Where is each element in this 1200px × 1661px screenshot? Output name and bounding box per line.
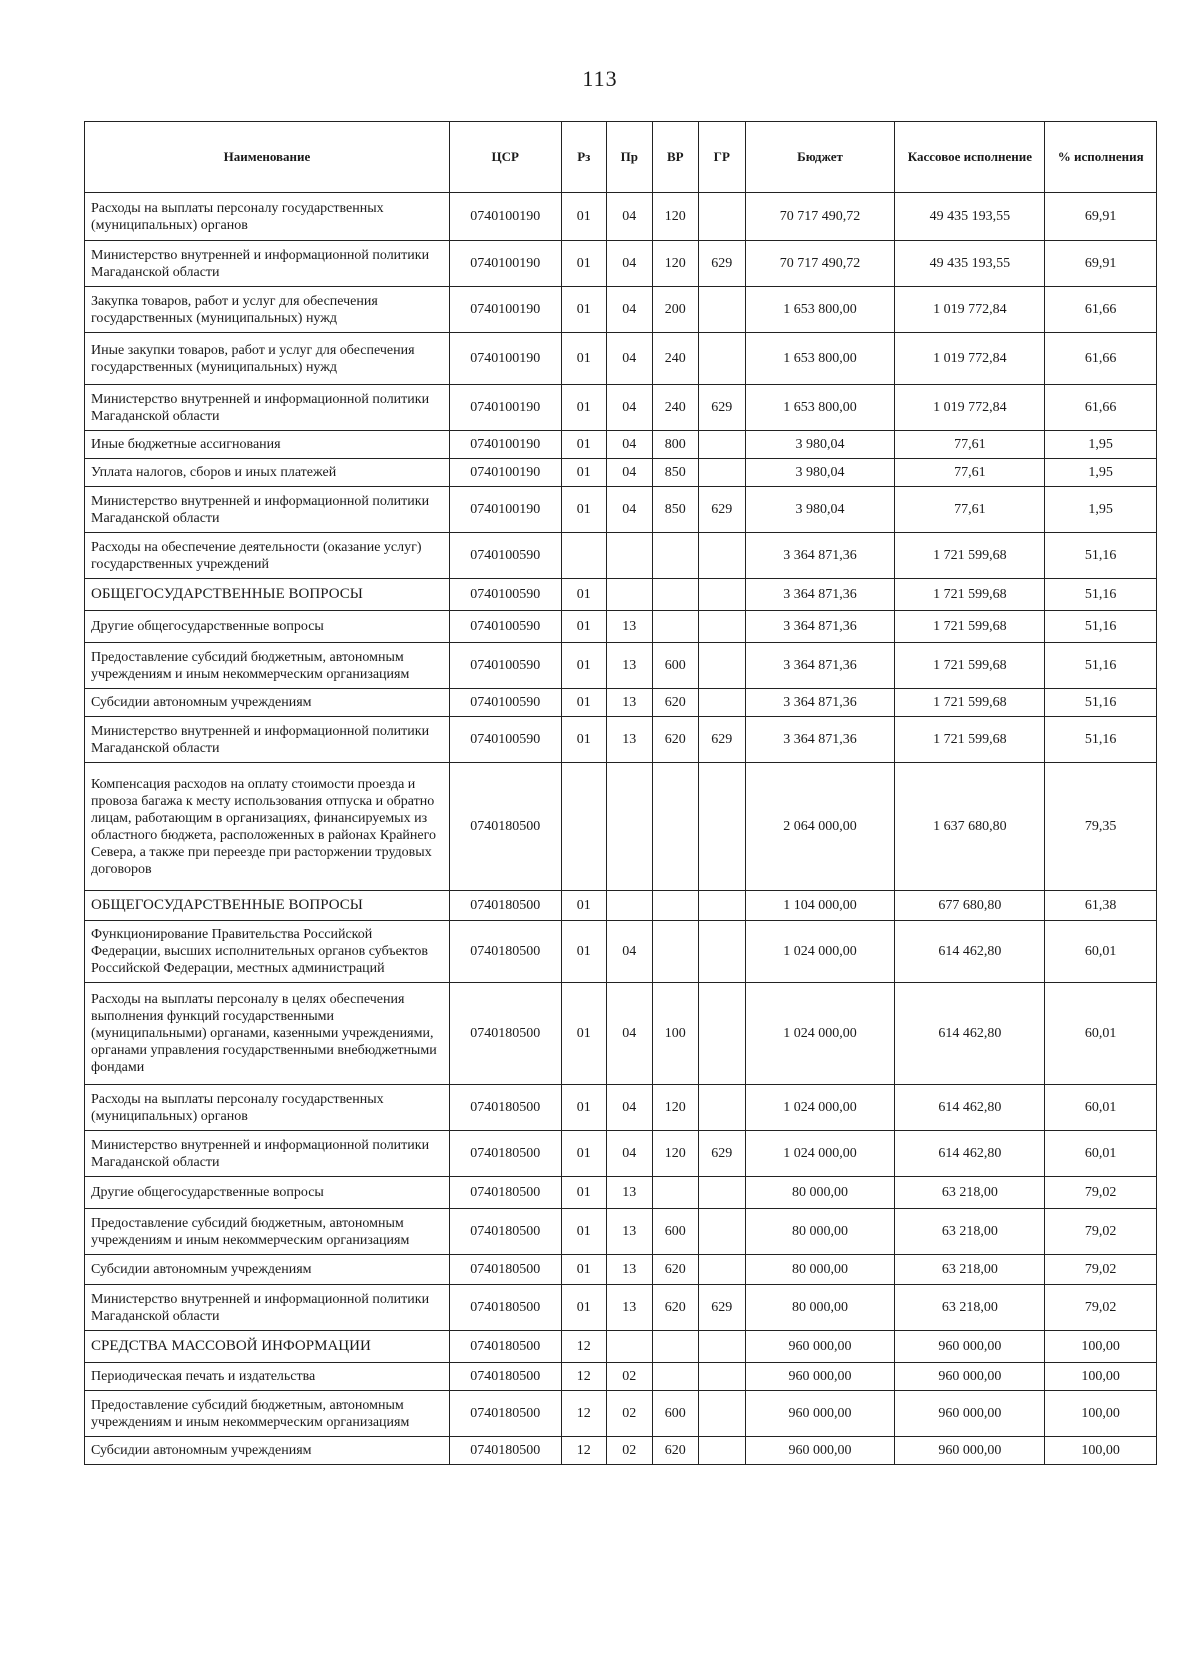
cell-pct: 61,66 <box>1045 333 1157 385</box>
cell-csr: 0740100590 <box>449 579 561 611</box>
header-csr: ЦСР <box>449 122 561 193</box>
cell-vr <box>652 1363 699 1391</box>
table-row <box>85 891 1157 921</box>
cell-pct: 61,66 <box>1045 385 1157 431</box>
cell-gr <box>699 1209 746 1255</box>
cell-name: Предоставление субсидий бюджетным, автономным учреждениям и иным некоммерческим организациям <box>85 1209 450 1255</box>
cell-cash: 63 218,00 <box>895 1255 1045 1285</box>
cell-vr: 120 <box>652 241 699 287</box>
cell-pct: 69,91 <box>1045 241 1157 287</box>
table-row <box>85 431 1157 459</box>
cell-csr: 0740100190 <box>449 193 561 241</box>
cell-gr: 629 <box>699 1131 746 1177</box>
cell-vr: 600 <box>652 1209 699 1255</box>
cell-gr <box>699 983 746 1085</box>
cell-gr <box>699 431 746 459</box>
cell-budget: 1 104 000,00 <box>745 891 895 921</box>
cell-rz: 01 <box>561 983 606 1085</box>
page-number: 113 <box>582 66 618 91</box>
cell-pct: 61,66 <box>1045 287 1157 333</box>
cell-gr <box>699 287 746 333</box>
cell-budget: 1 653 800,00 <box>745 287 895 333</box>
cell-budget: 2 064 000,00 <box>745 763 895 891</box>
cell-gr: 629 <box>699 1285 746 1331</box>
cell-name: Субсидии автономным учреждениям <box>85 1437 450 1465</box>
cell-cash: 1 637 680,80 <box>895 763 1045 891</box>
cell-name: Компенсация расходов на оплату стоимости проезда и провоза багажа к месту использования отпуска и обратно лицам, работающим в организациях, финансируемых из областного бюджета, расположенных в районах Крайнего Севера, а также при переезде при расторжении трудовых договоров <box>85 763 450 891</box>
cell-pr: 04 <box>607 459 652 487</box>
cell-csr: 0740100190 <box>449 241 561 287</box>
cell-vr: 800 <box>652 431 699 459</box>
cell-budget: 960 000,00 <box>745 1391 895 1437</box>
cell-csr: 0740180500 <box>449 1085 561 1131</box>
cell-pr: 04 <box>607 333 652 385</box>
cell-cash: 63 218,00 <box>895 1209 1045 1255</box>
cell-cash: 960 000,00 <box>895 1363 1045 1391</box>
cell-gr <box>699 763 746 891</box>
cell-vr: 620 <box>652 1437 699 1465</box>
cell-csr: 0740180500 <box>449 1391 561 1437</box>
cell-name: Министерство внутренней и информационной политики Магаданской области <box>85 717 450 763</box>
table-header-row <box>85 122 1157 193</box>
cell-name: Уплата налогов, сборов и иных платежей <box>85 459 450 487</box>
cell-pr: 13 <box>607 717 652 763</box>
cell-vr: 120 <box>652 1085 699 1131</box>
cell-name: Закупка товаров, работ и услуг для обеспечения государственных (муниципальных) нужд <box>85 287 450 333</box>
cell-budget: 80 000,00 <box>745 1285 895 1331</box>
cell-rz: 01 <box>561 487 606 533</box>
cell-rz: 01 <box>561 241 606 287</box>
table-row <box>85 1285 1157 1331</box>
cell-rz: 01 <box>561 689 606 717</box>
cell-pr: 13 <box>607 1285 652 1331</box>
cell-name: Периодическая печать и издательства <box>85 1363 450 1391</box>
cell-vr <box>652 579 699 611</box>
cell-rz: 01 <box>561 921 606 983</box>
cell-budget: 80 000,00 <box>745 1255 895 1285</box>
cell-pct: 1,95 <box>1045 487 1157 533</box>
cell-gr <box>699 1085 746 1131</box>
header-pr: Пр <box>607 122 652 193</box>
cell-rz: 12 <box>561 1391 606 1437</box>
cell-csr: 0740180500 <box>449 1209 561 1255</box>
cell-pr: 04 <box>607 193 652 241</box>
cell-cash: 960 000,00 <box>895 1437 1045 1465</box>
cell-pct: 51,16 <box>1045 579 1157 611</box>
table-row <box>85 1363 1157 1391</box>
cell-rz: 01 <box>561 1131 606 1177</box>
cell-pct: 60,01 <box>1045 1131 1157 1177</box>
cell-gr <box>699 1363 746 1391</box>
cell-vr: 600 <box>652 643 699 689</box>
table-row <box>85 459 1157 487</box>
cell-budget: 3 364 871,36 <box>745 579 895 611</box>
cell-budget: 3 364 871,36 <box>745 611 895 643</box>
cell-rz: 01 <box>561 1085 606 1131</box>
cell-csr: 0740180500 <box>449 1255 561 1285</box>
cell-pct: 79,02 <box>1045 1209 1157 1255</box>
cell-gr <box>699 1437 746 1465</box>
table-row <box>85 579 1157 611</box>
cell-pct: 79,02 <box>1045 1177 1157 1209</box>
cell-rz: 01 <box>561 579 606 611</box>
table-row <box>85 1209 1157 1255</box>
cell-name: Расходы на выплаты персоналу государственных (муниципальных) органов <box>85 1085 450 1131</box>
cell-gr <box>699 891 746 921</box>
cell-cash: 1 019 772,84 <box>895 385 1045 431</box>
cell-name: Иные закупки товаров, работ и услуг для обеспечения государственных (муниципальных) нужд <box>85 333 450 385</box>
cell-pct: 51,16 <box>1045 689 1157 717</box>
cell-rz: 01 <box>561 1209 606 1255</box>
cell-cash: 614 462,80 <box>895 983 1045 1085</box>
cell-pr: 02 <box>607 1363 652 1391</box>
table-row <box>85 983 1157 1085</box>
cell-pr: 13 <box>607 643 652 689</box>
cell-pct: 100,00 <box>1045 1331 1157 1363</box>
header-gr: ГР <box>699 122 746 193</box>
cell-budget: 1 653 800,00 <box>745 385 895 431</box>
cell-rz: 01 <box>561 431 606 459</box>
cell-cash: 960 000,00 <box>895 1331 1045 1363</box>
cell-vr: 240 <box>652 333 699 385</box>
cell-pct: 100,00 <box>1045 1391 1157 1437</box>
cell-name: ОБЩЕГОСУДАРСТВЕННЫЕ ВОПРОСЫ <box>85 579 450 611</box>
cell-gr <box>699 643 746 689</box>
header-rz: Рз <box>561 122 606 193</box>
cell-budget: 3 364 871,36 <box>745 717 895 763</box>
cell-cash: 614 462,80 <box>895 921 1045 983</box>
cell-vr: 620 <box>652 1255 699 1285</box>
cell-pr: 13 <box>607 611 652 643</box>
cell-csr: 0740180500 <box>449 763 561 891</box>
cell-gr <box>699 611 746 643</box>
table-row <box>85 533 1157 579</box>
cell-pct: 100,00 <box>1045 1437 1157 1465</box>
table-row <box>85 1131 1157 1177</box>
cell-vr <box>652 611 699 643</box>
cell-cash: 614 462,80 <box>895 1085 1045 1131</box>
cell-vr <box>652 1177 699 1209</box>
cell-pr: 04 <box>607 385 652 431</box>
cell-rz: 01 <box>561 193 606 241</box>
cell-gr <box>699 1255 746 1285</box>
cell-name: Министерство внутренней и информационной политики Магаданской области <box>85 241 450 287</box>
cell-csr: 0740100590 <box>449 689 561 717</box>
header-cash: Кассовое исполнение <box>895 122 1045 193</box>
cell-vr <box>652 763 699 891</box>
cell-rz: 01 <box>561 1177 606 1209</box>
cell-csr: 0740100590 <box>449 611 561 643</box>
cell-rz <box>561 533 606 579</box>
cell-budget: 960 000,00 <box>745 1331 895 1363</box>
cell-budget: 70 717 490,72 <box>745 193 895 241</box>
header-budget: Бюджет <box>745 122 895 193</box>
cell-pr: 04 <box>607 287 652 333</box>
cell-gr <box>699 921 746 983</box>
cell-gr <box>699 689 746 717</box>
cell-csr: 0740100590 <box>449 717 561 763</box>
table-row <box>85 717 1157 763</box>
cell-name: Другие общегосударственные вопросы <box>85 1177 450 1209</box>
cell-rz: 01 <box>561 385 606 431</box>
cell-pct: 1,95 <box>1045 431 1157 459</box>
table-row <box>85 611 1157 643</box>
cell-csr: 0740180500 <box>449 1331 561 1363</box>
cell-name: СРЕДСТВА МАССОВОЙ ИНФОРМАЦИИ <box>85 1331 450 1363</box>
cell-cash: 1 721 599,68 <box>895 533 1045 579</box>
cell-gr <box>699 533 746 579</box>
cell-pct: 51,16 <box>1045 717 1157 763</box>
cell-cash: 960 000,00 <box>895 1391 1045 1437</box>
cell-rz: 01 <box>561 717 606 763</box>
cell-pr: 13 <box>607 1209 652 1255</box>
header-vr: ВР <box>652 122 699 193</box>
cell-gr: 629 <box>699 717 746 763</box>
table-row <box>85 643 1157 689</box>
table-row <box>85 1331 1157 1363</box>
cell-vr: 240 <box>652 385 699 431</box>
cell-cash: 1 721 599,68 <box>895 611 1045 643</box>
cell-pr: 04 <box>607 431 652 459</box>
cell-name: Министерство внутренней и информационной политики Магаданской области <box>85 487 450 533</box>
cell-gr: 629 <box>699 241 746 287</box>
table-row <box>85 333 1157 385</box>
cell-budget: 80 000,00 <box>745 1209 895 1255</box>
cell-budget: 3 980,04 <box>745 459 895 487</box>
cell-budget: 1 024 000,00 <box>745 1085 895 1131</box>
cell-budget: 70 717 490,72 <box>745 241 895 287</box>
cell-pct: 1,95 <box>1045 459 1157 487</box>
cell-cash: 614 462,80 <box>895 1131 1045 1177</box>
cell-pct: 60,01 <box>1045 921 1157 983</box>
cell-pr <box>607 891 652 921</box>
cell-cash: 1 721 599,68 <box>895 643 1045 689</box>
cell-csr: 0740100590 <box>449 533 561 579</box>
cell-name: Министерство внутренней и информационной политики Магаданской области <box>85 1285 450 1331</box>
table-row <box>85 1177 1157 1209</box>
cell-name: Расходы на выплаты персоналу государственных (муниципальных) органов <box>85 193 450 241</box>
table-row <box>85 921 1157 983</box>
cell-pct: 61,38 <box>1045 891 1157 921</box>
cell-budget: 3 364 871,36 <box>745 643 895 689</box>
cell-csr: 0740180500 <box>449 1437 561 1465</box>
header-pct: % исполнения <box>1045 122 1157 193</box>
cell-cash: 1 721 599,68 <box>895 689 1045 717</box>
table-row <box>85 1391 1157 1437</box>
cell-cash: 77,61 <box>895 431 1045 459</box>
cell-pr: 04 <box>607 983 652 1085</box>
cell-csr: 0740100590 <box>449 643 561 689</box>
cell-csr: 0740100190 <box>449 287 561 333</box>
cell-pct: 51,16 <box>1045 611 1157 643</box>
cell-name: Предоставление субсидий бюджетным, автономным учреждениям и иным некоммерческим организациям <box>85 1391 450 1437</box>
cell-budget: 1 653 800,00 <box>745 333 895 385</box>
cell-pr: 04 <box>607 241 652 287</box>
cell-budget: 3 364 871,36 <box>745 689 895 717</box>
cell-pr: 04 <box>607 1131 652 1177</box>
cell-name: Расходы на обеспечение деятельности (оказание услуг) государственных учреждений <box>85 533 450 579</box>
cell-pct: 51,16 <box>1045 643 1157 689</box>
table-row <box>85 487 1157 533</box>
cell-pr <box>607 579 652 611</box>
cell-vr <box>652 1331 699 1363</box>
cell-rz: 12 <box>561 1437 606 1465</box>
cell-rz: 01 <box>561 891 606 921</box>
cell-name: Предоставление субсидий бюджетным, автономным учреждениям и иным некоммерческим организациям <box>85 643 450 689</box>
cell-vr: 200 <box>652 287 699 333</box>
table-row <box>85 241 1157 287</box>
cell-name: ОБЩЕГОСУДАРСТВЕННЫЕ ВОПРОСЫ <box>85 891 450 921</box>
cell-rz: 01 <box>561 1255 606 1285</box>
header-name: Наименование <box>85 122 450 193</box>
cell-csr: 0740180500 <box>449 1131 561 1177</box>
cell-csr: 0740100190 <box>449 459 561 487</box>
cell-budget: 3 980,04 <box>745 431 895 459</box>
cell-cash: 1 019 772,84 <box>895 287 1045 333</box>
cell-vr: 120 <box>652 1131 699 1177</box>
cell-vr <box>652 921 699 983</box>
cell-csr: 0740100190 <box>449 487 561 533</box>
table-row <box>85 1437 1157 1465</box>
cell-name: Министерство внутренней и информационной политики Магаданской области <box>85 385 450 431</box>
cell-rz: 12 <box>561 1363 606 1391</box>
cell-name: Функционирование Правительства Российской Федерации, высших исполнительных органов субъектов Российской Федерации, местных администраций <box>85 921 450 983</box>
cell-pct: 69,91 <box>1045 193 1157 241</box>
cell-rz: 01 <box>561 611 606 643</box>
cell-pr <box>607 763 652 891</box>
cell-vr: 120 <box>652 193 699 241</box>
cell-rz: 01 <box>561 1285 606 1331</box>
cell-pr: 13 <box>607 689 652 717</box>
cell-name: Иные бюджетные ассигнования <box>85 431 450 459</box>
cell-gr <box>699 579 746 611</box>
cell-vr <box>652 891 699 921</box>
cell-csr: 0740180500 <box>449 1363 561 1391</box>
cell-pr: 13 <box>607 1255 652 1285</box>
cell-vr: 850 <box>652 487 699 533</box>
cell-rz: 01 <box>561 643 606 689</box>
cell-vr: 100 <box>652 983 699 1085</box>
cell-pr: 04 <box>607 921 652 983</box>
cell-cash: 49 435 193,55 <box>895 193 1045 241</box>
cell-csr: 0740180500 <box>449 891 561 921</box>
cell-vr: 620 <box>652 689 699 717</box>
cell-csr: 0740100190 <box>449 431 561 459</box>
table-row <box>85 763 1157 891</box>
cell-pr: 02 <box>607 1437 652 1465</box>
cell-csr: 0740100190 <box>449 385 561 431</box>
cell-csr: 0740180500 <box>449 983 561 1085</box>
cell-vr: 620 <box>652 717 699 763</box>
cell-csr: 0740180500 <box>449 921 561 983</box>
table-row <box>85 287 1157 333</box>
cell-name: Расходы на выплаты персоналу в целях обеспечения выполнения функций государственными (муниципальными) органами, казенными учреждениями, органами управления государственными внебюджетными фондами <box>85 983 450 1085</box>
cell-pr: 04 <box>607 487 652 533</box>
cell-name: Субсидии автономным учреждениям <box>85 1255 450 1285</box>
cell-gr <box>699 193 746 241</box>
cell-vr: 850 <box>652 459 699 487</box>
cell-cash: 77,61 <box>895 487 1045 533</box>
cell-budget: 3 980,04 <box>745 487 895 533</box>
cell-gr: 629 <box>699 487 746 533</box>
cell-vr <box>652 533 699 579</box>
cell-pct: 79,35 <box>1045 763 1157 891</box>
cell-budget: 960 000,00 <box>745 1437 895 1465</box>
cell-name: Субсидии автономным учреждениям <box>85 689 450 717</box>
cell-gr <box>699 1177 746 1209</box>
cell-csr: 0740180500 <box>449 1285 561 1331</box>
cell-rz: 12 <box>561 1331 606 1363</box>
cell-cash: 1 721 599,68 <box>895 579 1045 611</box>
cell-gr: 629 <box>699 385 746 431</box>
cell-gr <box>699 333 746 385</box>
cell-cash: 677 680,80 <box>895 891 1045 921</box>
cell-budget: 1 024 000,00 <box>745 983 895 1085</box>
cell-pct: 79,02 <box>1045 1285 1157 1331</box>
cell-pr: 02 <box>607 1391 652 1437</box>
cell-budget: 1 024 000,00 <box>745 1131 895 1177</box>
table-row <box>85 385 1157 431</box>
cell-cash: 1 721 599,68 <box>895 717 1045 763</box>
cell-vr: 620 <box>652 1285 699 1331</box>
cell-pr: 13 <box>607 1177 652 1209</box>
cell-name: Министерство внутренней и информационной политики Магаданской области <box>85 1131 450 1177</box>
cell-cash: 63 218,00 <box>895 1285 1045 1331</box>
table-row <box>85 1255 1157 1285</box>
cell-pr <box>607 533 652 579</box>
cell-csr: 0740100190 <box>449 333 561 385</box>
cell-budget: 1 024 000,00 <box>745 921 895 983</box>
cell-pct: 79,02 <box>1045 1255 1157 1285</box>
cell-rz: 01 <box>561 333 606 385</box>
cell-pct: 60,01 <box>1045 983 1157 1085</box>
cell-gr <box>699 1391 746 1437</box>
budget-execution-table <box>84 121 1157 1465</box>
cell-pr <box>607 1331 652 1363</box>
cell-cash: 77,61 <box>895 459 1045 487</box>
cell-vr: 600 <box>652 1391 699 1437</box>
cell-gr <box>699 459 746 487</box>
cell-rz <box>561 763 606 891</box>
cell-cash: 1 019 772,84 <box>895 333 1045 385</box>
cell-budget: 3 364 871,36 <box>745 533 895 579</box>
cell-budget: 80 000,00 <box>745 1177 895 1209</box>
cell-name: Другие общегосударственные вопросы <box>85 611 450 643</box>
cell-rz: 01 <box>561 459 606 487</box>
cell-pr: 04 <box>607 1085 652 1131</box>
cell-cash: 63 218,00 <box>895 1177 1045 1209</box>
table-row <box>85 193 1157 241</box>
cell-rz: 01 <box>561 287 606 333</box>
cell-cash: 49 435 193,55 <box>895 241 1045 287</box>
cell-pct: 60,01 <box>1045 1085 1157 1131</box>
cell-pct: 100,00 <box>1045 1363 1157 1391</box>
cell-pct: 51,16 <box>1045 533 1157 579</box>
cell-budget: 960 000,00 <box>745 1363 895 1391</box>
table-row <box>85 689 1157 717</box>
cell-gr <box>699 1331 746 1363</box>
cell-csr: 0740180500 <box>449 1177 561 1209</box>
table-row <box>85 1085 1157 1131</box>
